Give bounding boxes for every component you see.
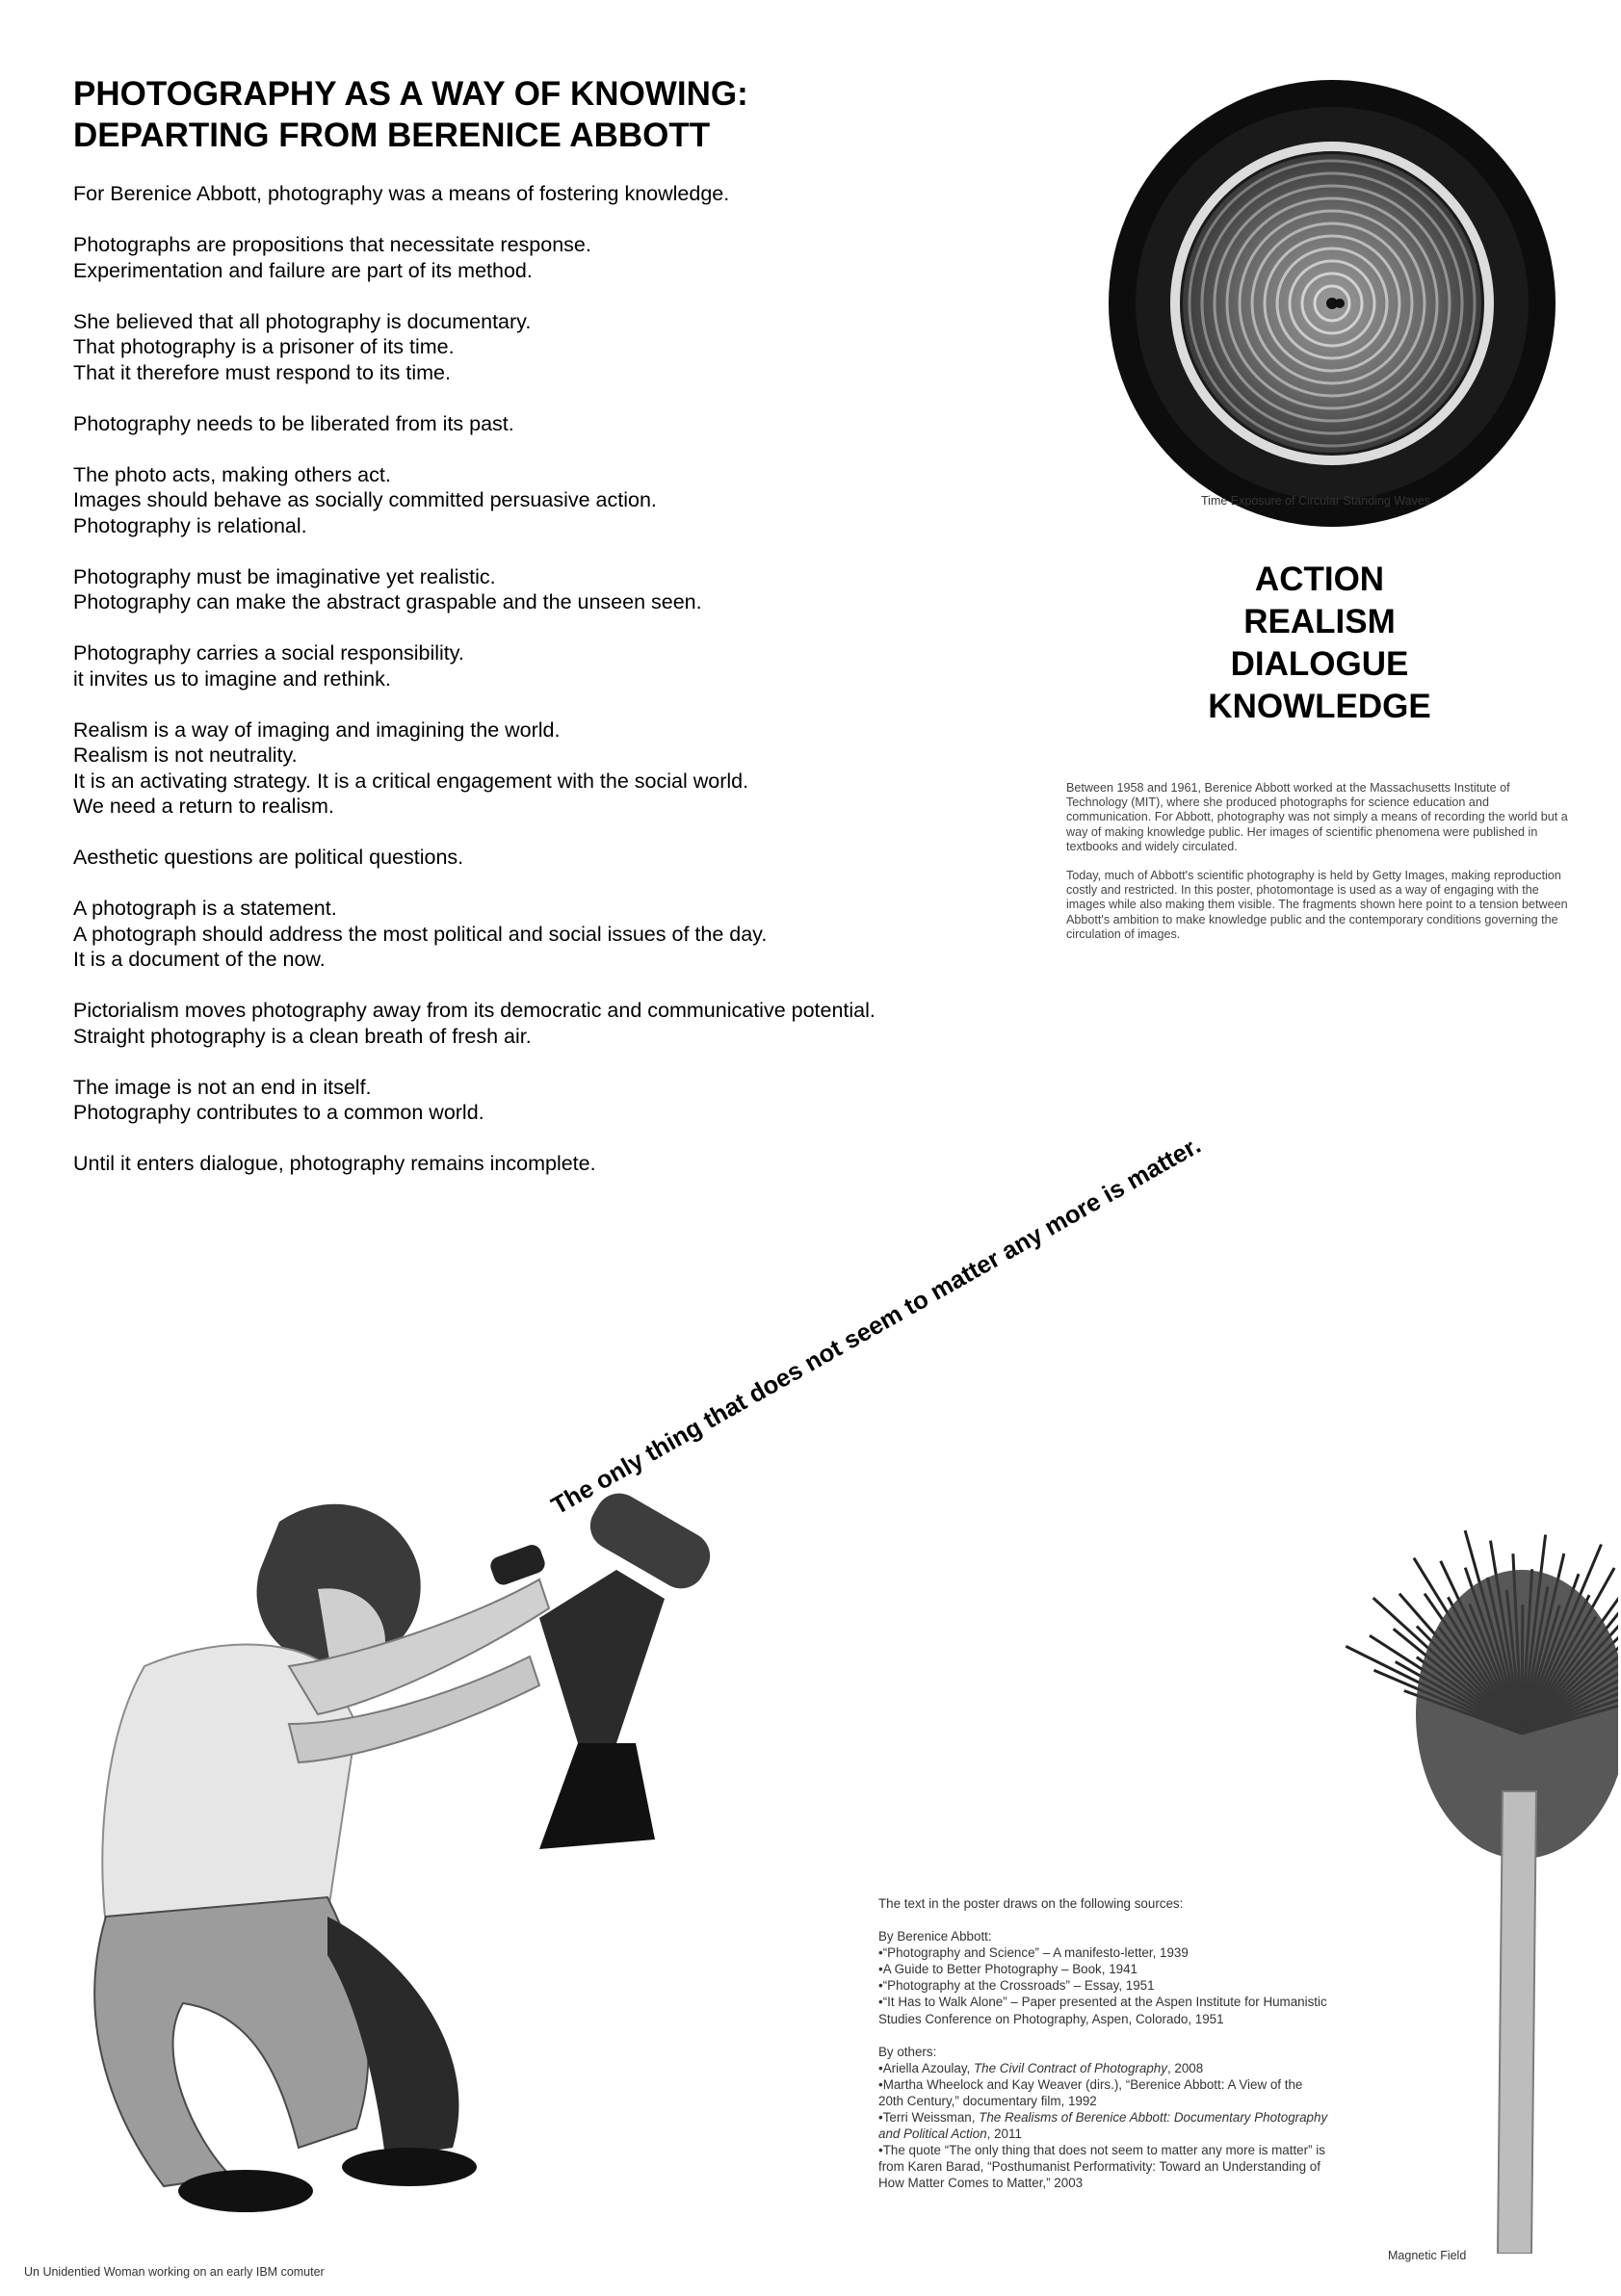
manifesto-line: it invites us to imagine and rethink. [73,666,391,691]
azoulay-author: Ariella Azoulay, [882,2060,974,2075]
keyword-action: ACTION [1254,561,1385,598]
field-caption: Magnetic Field [1388,2249,1467,2262]
abbott-source-3: • “Photography at the Crossroads” – Essay, 1951 [878,1977,1331,1994]
keywords-block [1127,559,1512,728]
abbott-source-2: • A Guide to Better Photography – Book, 1941 [878,1961,1331,1977]
mit-paragraph-1: Between 1958 and 1961, Berenice Abbott worked at the Massachusetts Institute of Technology (MIT), where she produced photographs for science education and communication. For Abbott, photography was not simply a means of recording the world but a way of making knowledge public. Her images of scientific phenomena were published in textbooks and widely circulated. [1066,781,1568,853]
manifesto-line: A photograph is a statement. [73,897,337,920]
manifesto-line: Photography is relational. [73,513,307,537]
keyword-dialogue: DIALOGUE [1230,645,1409,683]
woman-at-computer-photo [39,1377,867,2225]
title-line-1: PHOTOGRAPHY AS A WAY OF KNOWING: [73,75,748,113]
manifesto-line: Photographs are propositions that necessitate response. [73,233,591,256]
manifesto-paragraph [73,1151,1036,1177]
mit-paragraph-2: Today, much of Abbott's scientific photography is held by Getty Images, making reproduction costly and restricted. In this poster, photomontage is used as a way of engaging with the images while also making them visible. The fragments shown here point to a tension between Abbott's ambition to make knowledge public and the contemporary conditions governing the circulation of images. [1066,869,1568,941]
manifesto-paragraph [73,564,1036,615]
manifesto-line: Realism is not neutrality. [73,744,298,767]
manifesto-line: For Berenice Abbott, photography was a means of fostering knowledge. [73,182,730,205]
poster-title [73,73,1036,156]
manifesto-line: A photograph should address the most political and social issues of the day. [73,922,768,946]
manifesto-line: Pictorialism moves photography away from its democratic and communicative potential. [73,999,876,1022]
others-source-barad: • The quote “The only thing that does not seem to matter any more is matter” is from Karen Barad, “Posthumanist Performativity: Toward an Understanding of How Matter Comes to Matter,” 2003 [878,2142,1331,2191]
sources-abbott [878,1928,1331,2027]
magnetic-field-photo [1329,1329,1618,2254]
weissman-year: , 2011 [986,2126,1022,2142]
manifesto-line: That it therefore must respond to its time. [73,360,451,384]
manifesto-paragraph [73,845,1036,871]
sources-intro: The text in the poster draws on the following sources: [878,1896,1184,1911]
manifesto-line: Straight photography is a clean breath of fresh air. [73,1024,532,1048]
manifesto-line: Aesthetic questions are political questions. [73,846,464,869]
manifesto-paragraph [73,896,1036,973]
manifesto-line: Photography carries a social responsibility. [73,641,464,665]
manifesto-line: Experimentation and failure are part of its method. [73,258,533,282]
circle-caption: Time Exposure of Circular Standing Waves [1201,494,1431,508]
mit-context-text [1066,781,1569,956]
manifesto-paragraph [73,309,1036,386]
manifesto-paragraph [73,462,1036,539]
others-source-wheelock: • Martha Wheelock and Kay Weaver (dirs.), “Berenice Abbott: A View of the 20th Century,” documentary film, 1992 [878,2076,1331,2109]
weissman-author: Terri Weissman, [882,2110,980,2126]
azoulay-title: The Civil Contract of Photography [973,2060,1167,2075]
manifesto-paragraph [73,640,1036,691]
title-line-2: DEPARTING FROM BERENICE ABBOTT [73,117,711,154]
barad-quote: The only thing that does not seem to matter any more is matter. [547,1132,1206,1521]
manifesto-line: The image is not an end in itself. [73,1075,372,1099]
manifesto-line: Until it enters dialogue, photography remains incomplete. [73,1152,596,1175]
manifesto-line: The photo acts, making others act. [73,462,391,486]
manifesto-paragraph [73,181,1036,207]
azoulay-year: , 2008 [1166,2060,1204,2075]
keyword-realism: REALISM [1243,603,1396,640]
manifesto-paragraph [73,232,1036,283]
manifesto-line: Photography must be imaginative yet realistic. [73,564,496,588]
manifesto-line: It is an activating strategy. It is a critical engagement with the social world. [73,769,749,793]
others-source-weissman [878,2109,1331,2142]
manifesto-paragraph [73,998,1036,1049]
keyword-knowledge: KNOWLEDGE [1208,688,1431,725]
manifesto-paragraph [73,411,1036,437]
manifesto-line: Images should behave as socially committed persuasive action. [73,488,657,511]
weissman-title: The Realisms of Berenice Abbott: Documentary Photography and Political Action [878,2110,1328,2142]
manifesto-line: We need a return to realism. [73,795,334,818]
manifesto-line: Photography needs to be liberated from its past. [73,411,514,435]
abbott-source-1: • “Photography and Science” – A manifesto-letter, 1939 [878,1944,1331,1961]
manifesto-paragraph [73,1075,1036,1126]
circular-standing-waves-photo [1108,79,1556,528]
sources-others [878,2044,1331,2192]
manifesto-text [73,181,1036,1202]
manifesto-line: Realism is a way of imaging and imagining the world. [73,718,561,742]
others-source-azoulay [878,2060,1331,2076]
sources-block [878,1895,1331,2208]
manifesto-line: It is a document of the now. [73,948,326,971]
manifesto-line: She believed that all photography is documentary. [73,309,532,333]
manifesto-paragraph [73,718,1036,820]
manifesto-line: Photography can make the abstract graspable and the unseen seen. [73,590,702,613]
others-heading: By others: [878,2044,937,2059]
woman-caption: Un Unidentied Woman working on an early IBM comuter [24,2265,325,2279]
abbott-heading: By Berenice Abbott: [878,1929,992,1944]
abbott-source-4: • “It Has to Walk Alone” – Paper presented at the Aspen Institute for Humanistic Studies Conference on Photography, Aspen, Colorado, 1951 [878,1994,1331,2026]
manifesto-line: Photography contributes to a common world. [73,1101,484,1124]
manifesto-line: That photography is a prisoner of its time. [73,335,455,358]
